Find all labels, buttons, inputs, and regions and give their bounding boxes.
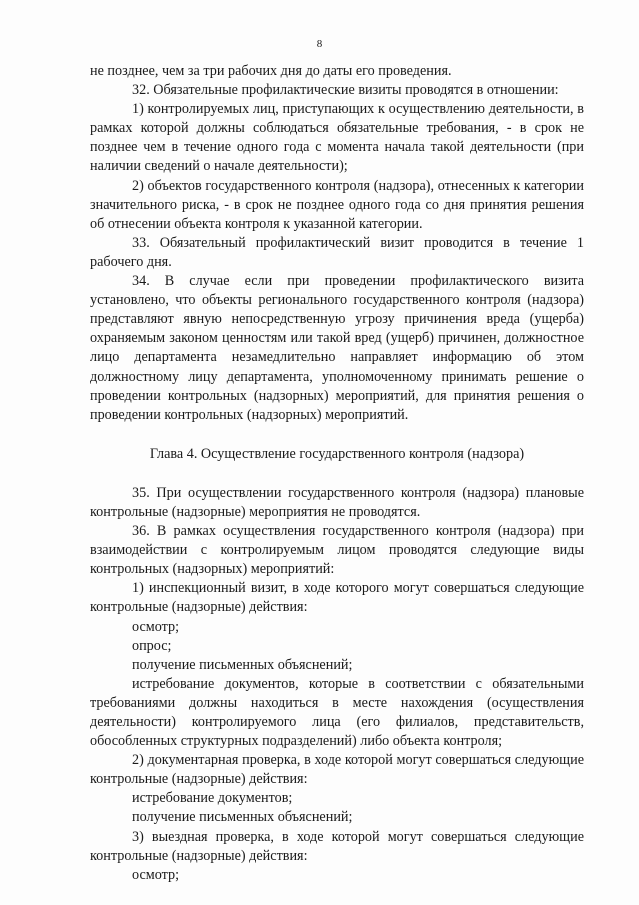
- action-item: истребование документов;: [132, 790, 293, 807]
- action-item: получение письменных объяснений;: [132, 809, 353, 826]
- action-item: получение письменных объяснений;: [132, 656, 353, 673]
- paragraph-33: 33. Обязательный профилактический визит проводится в течение 1 рабочего дня.: [90, 234, 584, 270]
- paragraph-34: 34. В случае если при проведении профилактического визита установлено, что объекты регионального государственного контроля (надзора) представляют явную непосредственную угрозу причинения вреда (ущерба) охраняемым законом ценностям или такой вред (ущерб) причинен, должностное лицо департамента незамедлительно направляет информацию об этом должностному лицу департамента, уполномоченному принимать решение о проведении контрольных (надзорных) мероприятий, для принятия решения о проведении контрольных (надзорных) мероприятий.: [90, 273, 584, 423]
- paragraph-36-item-2: 2) документарная проверка, в ходе которой могут совершаться следующие контрольные (надзорные) действия:: [90, 752, 584, 788]
- paragraph-35: 35. При осуществлении государственного контроля (надзора) плановые контрольные (надзорные) мероприятия не проводятся.: [90, 484, 584, 520]
- paragraph-continuation: не позднее, чем за три рабочих дня до даты его проведения.: [90, 63, 452, 79]
- page-number: 8: [316, 38, 323, 50]
- paragraph-32: 32. Обязательные профилактические визиты проводятся в отношении:: [132, 82, 559, 99]
- paragraph-36-item-3: 3) выездная проверка, в ходе которой могут совершаться следующие контрольные (надзорные) действия:: [90, 828, 584, 864]
- document-body: [90, 62, 584, 885]
- action-item: опрос;: [132, 637, 172, 654]
- paragraph-32-item-1: 1) контролируемых лиц, приступающих к осуществлению деятельности, в рамках которой должны соблюдаться обязательные требования, - в срок не позднее чем в течение одного года с момента начала такой деятельности (при наличии сведений о начале деятельности);: [90, 101, 584, 175]
- action-item: осмотр;: [132, 866, 180, 883]
- action-item: истребование документов, которые в соответствии с обязательными требованиями должны находиться в месте нахождения (осуществления деятельности) контролируемого лица (его филиалов, представительств, обособленных структурных подразделений) либо объекта контроля;: [90, 675, 584, 750]
- chapter-heading: Глава 4. Осуществление государственного контроля (надзора): [149, 445, 525, 462]
- paragraph-36-item-1: 1) инспекционный визит, в ходе которого могут совершаться следующие контрольные (надзорные) действия:: [90, 580, 584, 616]
- action-item: осмотр;: [132, 618, 180, 635]
- paragraph-36: 36. В рамках осуществления государственного контроля (надзора) при взаимодействии с контролируемым лицом проводятся следующие виды контрольных (надзорных) мероприятий:: [90, 523, 584, 578]
- paragraph-32-item-2: 2) объектов государственного контроля (надзора), отнесенных к категории значительного риска, - в срок не позднее одного года со дня принятия решения об отнесении объекта контроля к указанной категории.: [90, 177, 584, 232]
